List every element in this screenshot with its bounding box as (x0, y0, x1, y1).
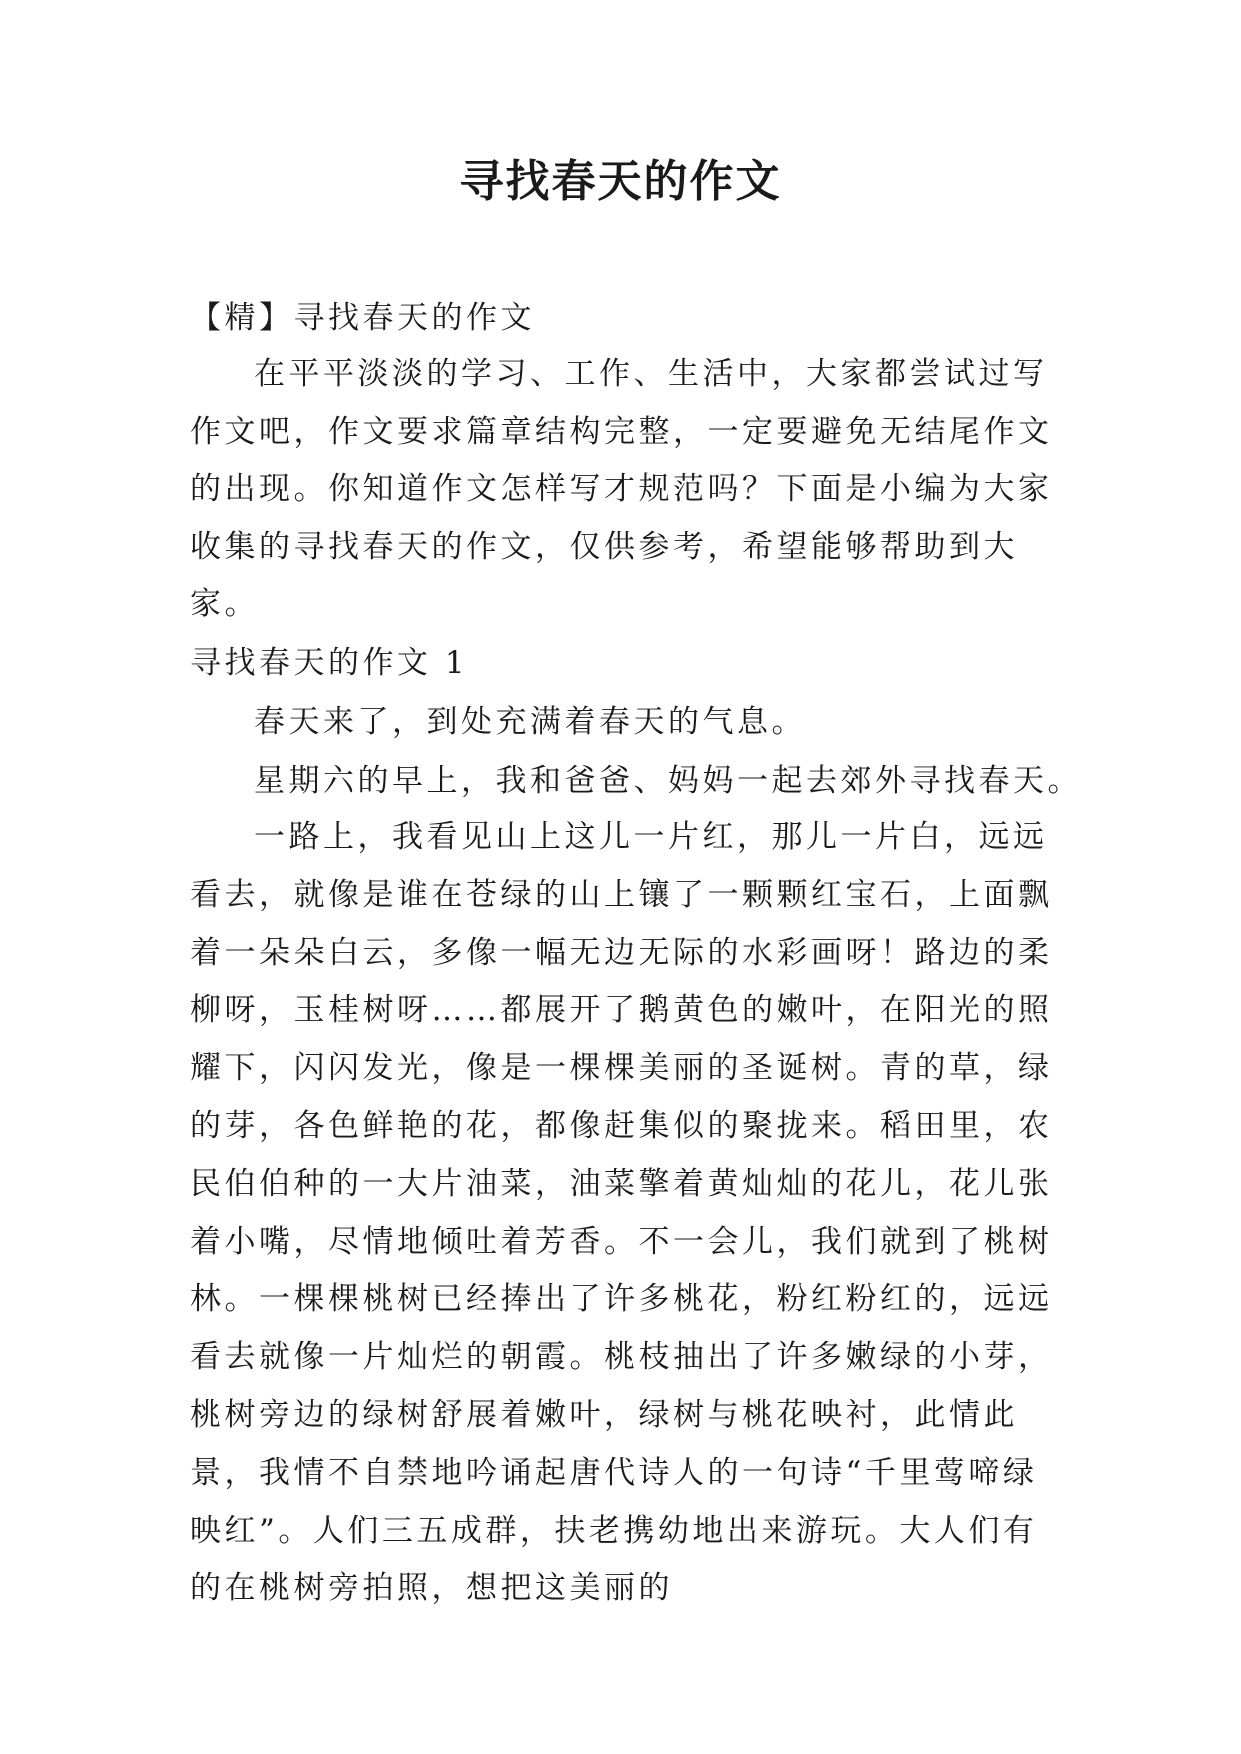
page-title: 寻找春天的作文 (459, 156, 782, 207)
section-heading: 寻找春天的作文 1 (190, 645, 469, 681)
paragraph-2: 星期六的早上，我和爸爸、妈妈一起去郊外寻找春天。 (254, 763, 1082, 799)
paragraph-3: 一路上，我看见山上这儿一片红，那儿一片白，远远看去，就像是谁在苍绿的山上镶了一颗颗红宝石，上面飘着一朵朵白云，多像一幅无边无际的水彩画呀！路边的柔柳呀，玉桂树呀……都展开了鹅黄色的嫩叶，在阳光的照耀下，闪闪发光，像是一棵棵美丽的圣诞树。青的草，绿的芽，各色鲜艳的花，都像赶集似的聚拢来。稻田里，农民伯伯种的一大片油菜，油菜擎着黄灿灿的花儿，花儿张着小嘴，尽情地倾吐着芳香。不一会儿，我们就到了桃树林。一棵棵桃树已经捧出了许多桃花，粉红粉红的，远远看去就像一片灿烂的朝霞。桃枝抽出了许多嫩绿的小芽，桃树旁边的绿树舒展着嫩叶，绿树与桃花映衬，此情此景，我情不自禁地吟诵起唐代诗人的一句诗“千里莺啼绿映红”。人们三五成群，扶老携幼地出来游玩。大人们有的在桃树旁拍照，想把这美丽的 (190, 819, 1053, 1607)
paragraph-1: 春天来了，到处充满着春天的气息。 (254, 704, 806, 740)
intro-paragraph: 在平平淡淡的学习、工作、生活中，大家都尝试过写作文吧，作文要求篇章结构完整，一定要避免无结尾作文的出现。你知道作文怎样写才规范吗？下面是小编为大家收集的寻找春天的作文，仅供参考，希望能够帮助到大家。 (190, 356, 1053, 622)
document-subtitle: 【精】寻找春天的作文 (190, 300, 535, 336)
